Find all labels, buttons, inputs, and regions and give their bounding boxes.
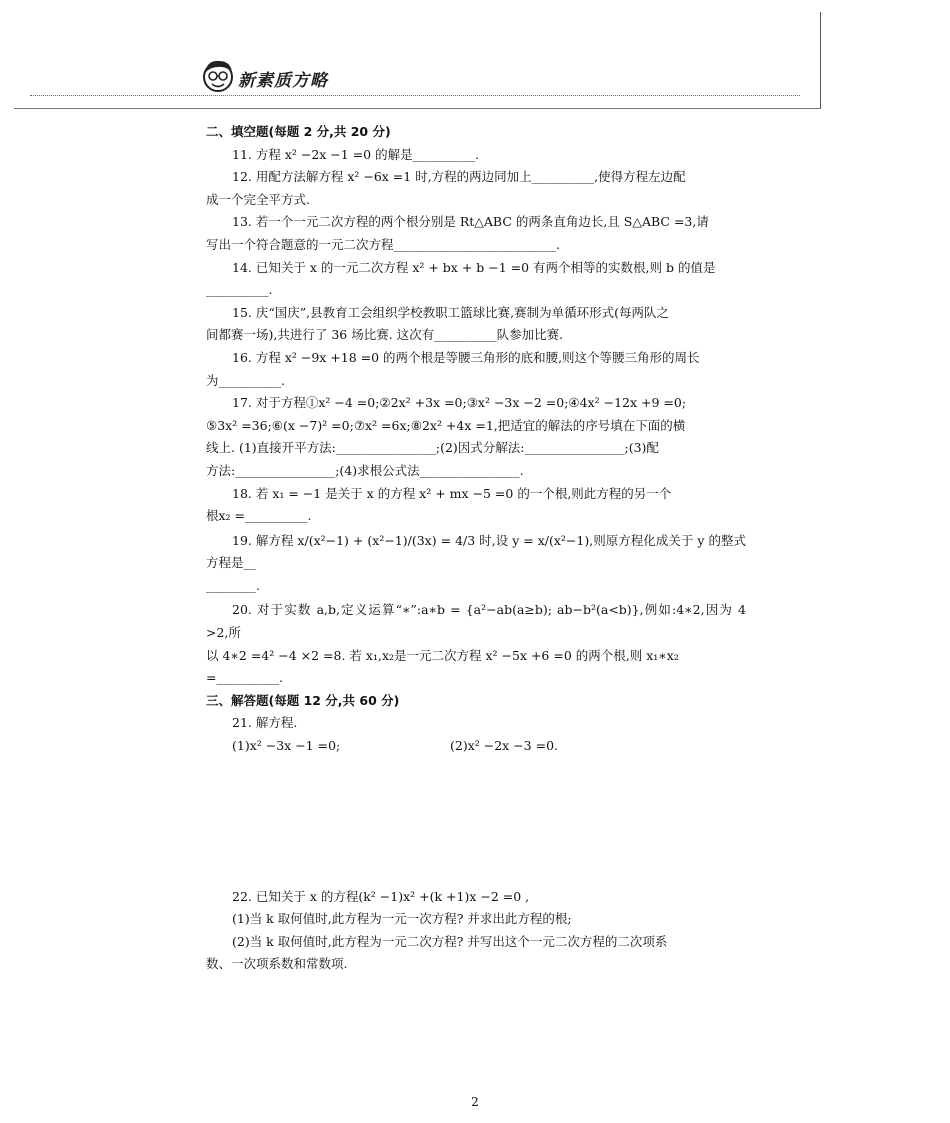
question-18-line2: 根x₂ =__________.	[206, 508, 312, 524]
question-21-part2: (2)x² −2x −3 =0.	[450, 738, 558, 754]
answer-space	[206, 758, 746, 886]
page-number: 2	[471, 1095, 479, 1109]
question-17-line4: 方法:________________;(4)求根公式法________________.	[206, 462, 524, 478]
question-16-line2: 为__________.	[206, 372, 285, 388]
question-17-line3: 线上. (1)直接开平方法:________________;(2)因式分解法:________________;(3)配	[206, 440, 659, 456]
section-title-solve: 三、解答题(每题 12 分,共 60 分)	[206, 692, 400, 708]
question-20-line2: 以 4∗2 =4² −4 ×2 =8. 若 x₁,x₂是一元二次方程 x² −5x +6 =0 的两个根,则 x₁∗x₂	[206, 647, 679, 663]
question-15-line1: 15. 庆“国庆”,县教育工会组织学校教职工篮球比赛,赛制为单循环形式(每两队之	[232, 304, 669, 320]
question-19-line2: ________.	[206, 577, 260, 593]
logo-text: 新素质方略	[238, 71, 328, 91]
question-22-part2-line1: (2)当 k 取何值时,此方程为一元二次方程? 并写出这个一元二次方程的二次项系	[232, 933, 668, 949]
question-19-line1: 19. 解方程 x/(x²−1) + (x²−1)/(3x) = 4/3 时,设 y = x/(x²−1),则原方程化成关于 y 的整式方程是__	[206, 532, 746, 571]
question-13-line1: 13. 若一个一元二次方程的两个根分别是 Rt△ABC 的两条直角边长,且 S△ABC =3,请	[232, 214, 709, 230]
question-21: 21. 解方程.	[232, 715, 298, 731]
question-14-line2: __________.	[206, 282, 273, 298]
logo-face-icon	[201, 58, 235, 94]
question-20-line3: =__________.	[206, 670, 283, 686]
question-11: 11. 方程 x² −2x −1 =0 的解是__________.	[232, 146, 480, 162]
page-content	[206, 121, 746, 976]
section-title-fill-in: 二、填空题(每题 2 分,共 20 分)	[206, 124, 391, 139]
question-22: 22. 已知关于 x 的方程(k² −1)x² +(k +1)x −2 =0 ,	[232, 888, 530, 904]
header-dotted-rule	[30, 95, 800, 96]
question-22-part2-line2: 数、一次项系数和常数项.	[206, 956, 348, 972]
question-18-line1: 18. 若 x₁ = −1 是关于 x 的方程 x² + mx −5 =0 的一个根,则此方程的另一个	[232, 485, 672, 501]
question-13-line2: 写出一个符合题意的一元二次方程__________________________.	[206, 236, 560, 252]
question-17-line1: 17. 对于方程①x² −4 =0;②2x² +3x =0;③x² −3x −2 =0;④4x² −12x +9 =0;	[232, 395, 687, 411]
question-12-line1: 12. 用配方法解方程 x² −6x =1 时,方程的两边同加上__________,使得方程左边配	[232, 169, 686, 185]
question-16-line1: 16. 方程 x² −9x +18 =0 的两个根是等腰三角形的底和腰,则这个等腰三角形的周长	[232, 349, 700, 365]
header-rule	[14, 108, 821, 109]
header-vertical-rule	[820, 12, 821, 109]
question-17-line2: ⑤3x² =36;⑥(x −7)² =0;⑦x² =6x;⑧2x² +4x =1,把适宜的解法的序号填在下面的横	[206, 417, 686, 433]
question-22-part1: (1)当 k 取何值时,此方程为一元一次方程? 并求出此方程的根;	[232, 911, 572, 927]
question-12-line2: 成一个完全平方式.	[206, 191, 310, 207]
question-14-line1: 14. 已知关于 x 的一元二次方程 x² + bx + b −1 =0 有两个相等的实数根,则 b 的值是	[232, 259, 716, 275]
question-20-line1: 20. 对于实数 a,b,定义运算“∗”:a∗b = {a²−ab(a≥b); ab−b²(a<b)},例如:4∗2,因为 4 >2,所	[206, 602, 746, 641]
question-21-parts	[206, 735, 746, 758]
question-15-line2: 间都赛一场),共进行了 36 场比赛. 这次有__________队参加比赛.	[206, 327, 564, 343]
question-21-part1: (1)x² −3x −1 =0;	[232, 738, 341, 754]
